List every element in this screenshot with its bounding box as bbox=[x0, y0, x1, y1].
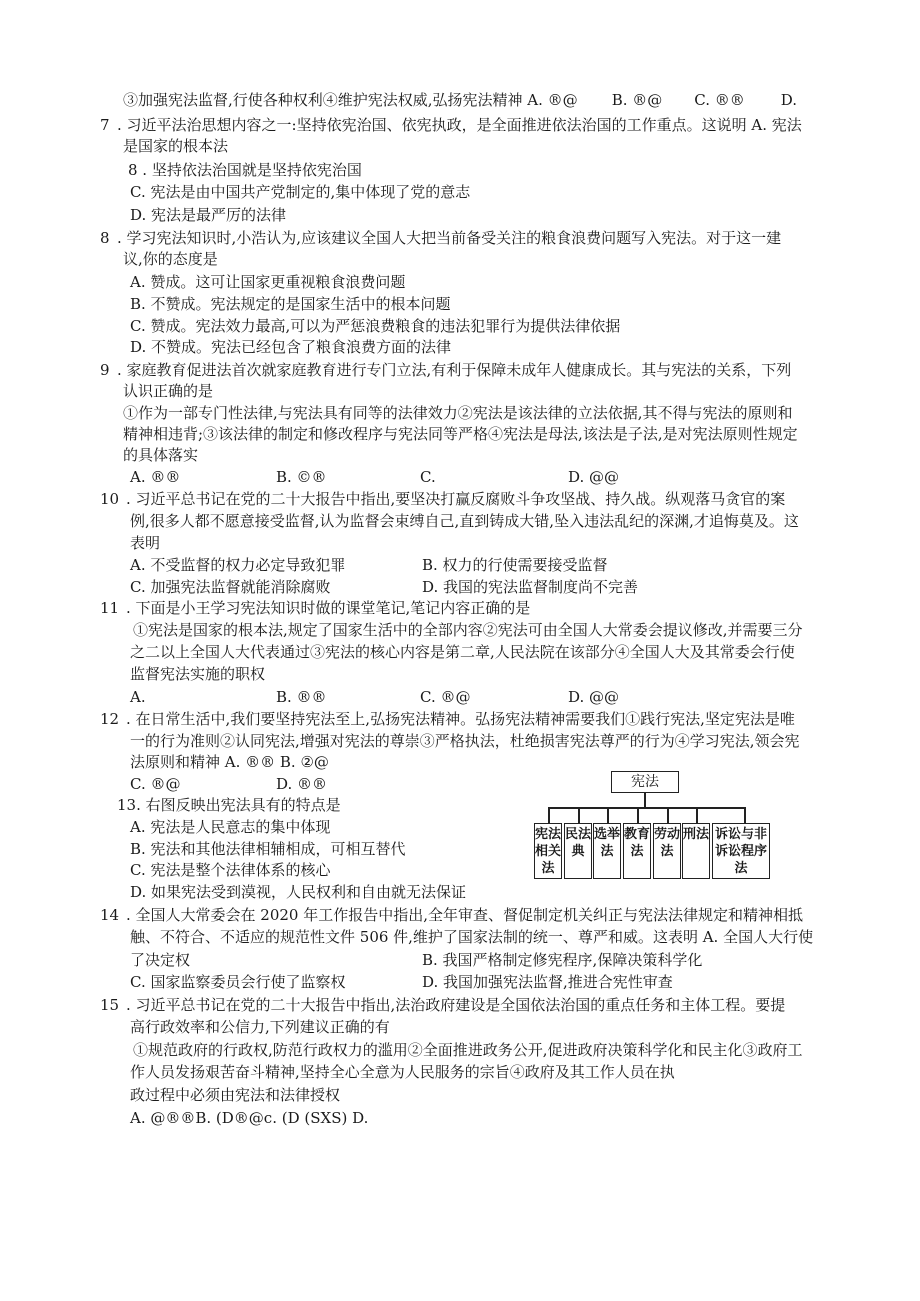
q14-option-b: B. 我国严格制定修宪程序,保障决策科学化 bbox=[422, 951, 703, 969]
q11-stem-line2: ①宪法是国家的根本法,规定了国家生活中的全部内容②宪法可由全国人大常委会提议修改,并需要三分 bbox=[133, 621, 803, 639]
q7-stem-line1: . 习近平法治思想内容之一:坚持依宪治国、依宪执政，是全面推进依法治国的工作重点。这说明 A. 宪法 bbox=[117, 116, 802, 134]
q9-number: 9 bbox=[100, 361, 110, 379]
q10-stem-line3: 表明 bbox=[130, 534, 161, 552]
q11-option-b: B. ®® bbox=[276, 688, 327, 706]
q7-number: 7 bbox=[100, 116, 110, 134]
q15-options: A. @®®B. (D®@c. (D (SXS) D. bbox=[130, 1109, 369, 1127]
q8-option-b: B. 不赞成。宪法规定的是国家生活中的根本问题 bbox=[130, 295, 451, 313]
q10-option-c: C. 加强宪法监督就能消除腐败 bbox=[130, 578, 331, 596]
q11-option-d: D. @@ bbox=[568, 688, 620, 706]
q8-number: 8 bbox=[100, 229, 110, 247]
diagram-connector-1 bbox=[548, 807, 550, 823]
q10-number: 10 bbox=[100, 490, 120, 508]
diagram-connector-7 bbox=[744, 807, 746, 823]
q10-option-a: A. 不受监督的权力必定导致犯罪 bbox=[130, 556, 346, 574]
q12-stem-line1: . 在日常生活中,我们要坚持宪法至上,弘扬宪法精神。弘扬宪法精神需要我们①践行宪法,坚定宪法是唯 bbox=[126, 710, 795, 728]
q14-option-d: D. 我国加强宪法监督,推进合宪性审查 bbox=[422, 973, 673, 991]
q9-stem-line1: . 家庭教育促进法首次就家庭教育进行专门立法,有利于保障未成年人健康成长。其与宪法的关系，下列 bbox=[117, 361, 792, 379]
q13-option-a: A. 宪法是人民意志的集中体现 bbox=[130, 818, 331, 836]
q12-number: 12 bbox=[100, 710, 120, 728]
diagram-connector-3 bbox=[607, 807, 609, 823]
q11-option-c: C. ®@ bbox=[420, 688, 471, 706]
q10-option-d: D. 我国的宪法监督制度尚不完善 bbox=[422, 578, 639, 596]
q12-stem-line3: 法原则和精神 A. ®® B. ②@ bbox=[130, 753, 329, 771]
q12-option-d: D. ®® bbox=[276, 775, 328, 793]
q7-option-b: 8 . 坚持依法治国就是坚持依宪治国 bbox=[128, 161, 362, 179]
legal-system-diagram bbox=[531, 771, 771, 881]
q10-stem-line1: . 习近平总书记在党的二十大报告中指出,要坚决打赢反腐败斗争攻坚战、持久战。纵观落马贪官的案 bbox=[126, 490, 786, 508]
q9-option-a: A. ®® bbox=[130, 468, 181, 486]
q7-option-d: D. 宪法是最严厉的法律 bbox=[130, 206, 287, 224]
q12-option-c: C. ®@ bbox=[130, 775, 181, 793]
diagram-leaf-criminal-law: 刑法 bbox=[682, 823, 710, 879]
diagram-connector-4 bbox=[637, 807, 639, 823]
diagram-leaf-education-law: 教育法 bbox=[623, 823, 651, 879]
q9-stem-line5: 的具体落实 bbox=[123, 446, 199, 464]
q13-option-c: C. 宪法是整个法律体系的核心 bbox=[130, 861, 331, 879]
q9-stem-line3: ①作为一部专门性法律,与宪法具有同等的法律效力②宪法是该法律的立法依据,其不得与宪法的原则和 bbox=[123, 404, 793, 422]
q9-option-b: B. ©® bbox=[276, 468, 327, 486]
q9-option-d: D. @@ bbox=[568, 468, 620, 486]
q9-stem-line4: 精神相违背;③该法律的制定和修改程序与宪法同等严格④宪法是母法,该法是子法,是对宪法原则性规定 bbox=[123, 425, 798, 443]
q10-option-b: B. 权力的行使需要接受监督 bbox=[422, 556, 608, 574]
diagram-leaf-constitution-related: 宪法相关法 bbox=[534, 823, 562, 879]
q15-stem-line5: 政过程中必须由宪法和法律授权 bbox=[130, 1086, 341, 1104]
q13-stem: 13. 右图反映出宪法具有的特点是 bbox=[117, 796, 341, 814]
q8-option-d: D. 不赞成。宪法已经包含了粮食浪费方面的法律 bbox=[130, 338, 452, 356]
q6-option-line: ③加强宪法监督,行使各种权利④维护宪法权威,弘扬宪法精神 A. ®@ B. ®@ C. ®® D. bbox=[123, 91, 797, 109]
q14-stem-line1: . 全国人大常委会在 2020 年工作报告中指出,全年审查、督促制定机关纠正与宪法法律规定和精神相抵 bbox=[126, 906, 804, 924]
q11-option-a: A. bbox=[130, 688, 146, 706]
q13-option-d: D. 如果宪法受到漠视，人民权利和自由就无法保证 bbox=[130, 883, 467, 901]
q11-stem-line3: 之二以上全国人大代表通过③宪法的核心内容是第二章,人民法院在该部分④全国人大及其常委会行使 bbox=[130, 643, 795, 661]
q9-stem-line2: 认识正确的是 bbox=[123, 382, 214, 400]
diagram-root-constitution: 宪法 bbox=[611, 771, 679, 793]
q12-stem-line2: 一的行为准则②认同宪法,增强对宪法的尊崇③严格执法，杜绝损害宪法尊严的行为④学习宪法,领会宪 bbox=[130, 732, 800, 750]
q14-number: 14 bbox=[100, 906, 120, 924]
q11-number: 11 bbox=[100, 599, 120, 617]
q10-stem-line2: 例,很多人都不愿意接受监督,认为监督会束缚自己,直到铸成大错,坠入违法乱纪的深渊,才追悔莫及。这 bbox=[130, 512, 799, 530]
q11-stem-line1: . 下面是小王学习宪法知识时做的课堂笔记,笔记内容正确的是 bbox=[126, 599, 531, 617]
q15-stem-line4: 作人员发扬艰苦奋斗精神,坚持全心全意为人民服务的宗旨④政府及其工作人员在执 bbox=[130, 1063, 675, 1081]
q8-stem-line1: . 学习宪法知识时,小浩认为,应该建议全国人大把当前备受关注的粮食浪费问题写入宪法。对于这一建 bbox=[117, 229, 782, 247]
diagram-leaf-election-law: 选举法 bbox=[593, 823, 621, 879]
q14-stem-line2: 触、不符合、不适应的规范性文件 506 件,维护了国家法制的统一、尊严和威。这表明 A. 全国人大行使 bbox=[130, 928, 814, 946]
q7-stem-line2: 是国家的根本法 bbox=[123, 137, 229, 155]
q8-option-a: A. 赞成。这可让国家更重视粮食浪费问题 bbox=[130, 273, 406, 291]
diagram-stem-line bbox=[644, 793, 646, 807]
diagram-leaf-civil-code: 民法典 bbox=[564, 823, 592, 879]
q15-stem-line2: 高行政效率和公信力,下列建议正确的有 bbox=[130, 1018, 390, 1036]
q9-option-c: C. bbox=[420, 468, 436, 486]
diagram-connector-2 bbox=[578, 807, 580, 823]
diagram-leaf-labor-law: 劳动法 bbox=[653, 823, 681, 879]
q11-stem-line4: 监督宪法实施的职权 bbox=[130, 665, 266, 683]
q15-number: 15 bbox=[100, 996, 120, 1014]
diagram-connector-6 bbox=[696, 807, 698, 823]
diagram-leaf-procedure-law: 诉讼与非诉讼程序法 bbox=[712, 823, 770, 879]
q15-stem-line1: . 习近平总书记在党的二十大报告中指出,法治政府建设是全国依法治国的重点任务和主体工程。要提 bbox=[126, 996, 786, 1014]
q8-option-c: C. 赞成。宪法效力最高,可以为严惩浪费粮食的违法犯罪行为提供法律依据 bbox=[130, 317, 621, 335]
q14-stem-line3: 了决定权 bbox=[130, 951, 191, 969]
q7-option-c: C. 宪法是由中国共产党制定的,集中体现了党的意志 bbox=[130, 183, 471, 201]
diagram-connector-5 bbox=[667, 807, 669, 823]
q15-stem-line3: ①规范政府的行政权,防范行政权力的滥用②全面推进政务公开,促进政府决策科学化和民主化③政府工 bbox=[133, 1041, 803, 1059]
q14-option-c: C. 国家监察委员会行使了监察权 bbox=[130, 973, 346, 991]
q8-stem-line2: 议,你的态度是 bbox=[123, 250, 218, 268]
q13-option-b: B. 宪法和其他法律相辅相成，可相互替代 bbox=[130, 840, 406, 858]
